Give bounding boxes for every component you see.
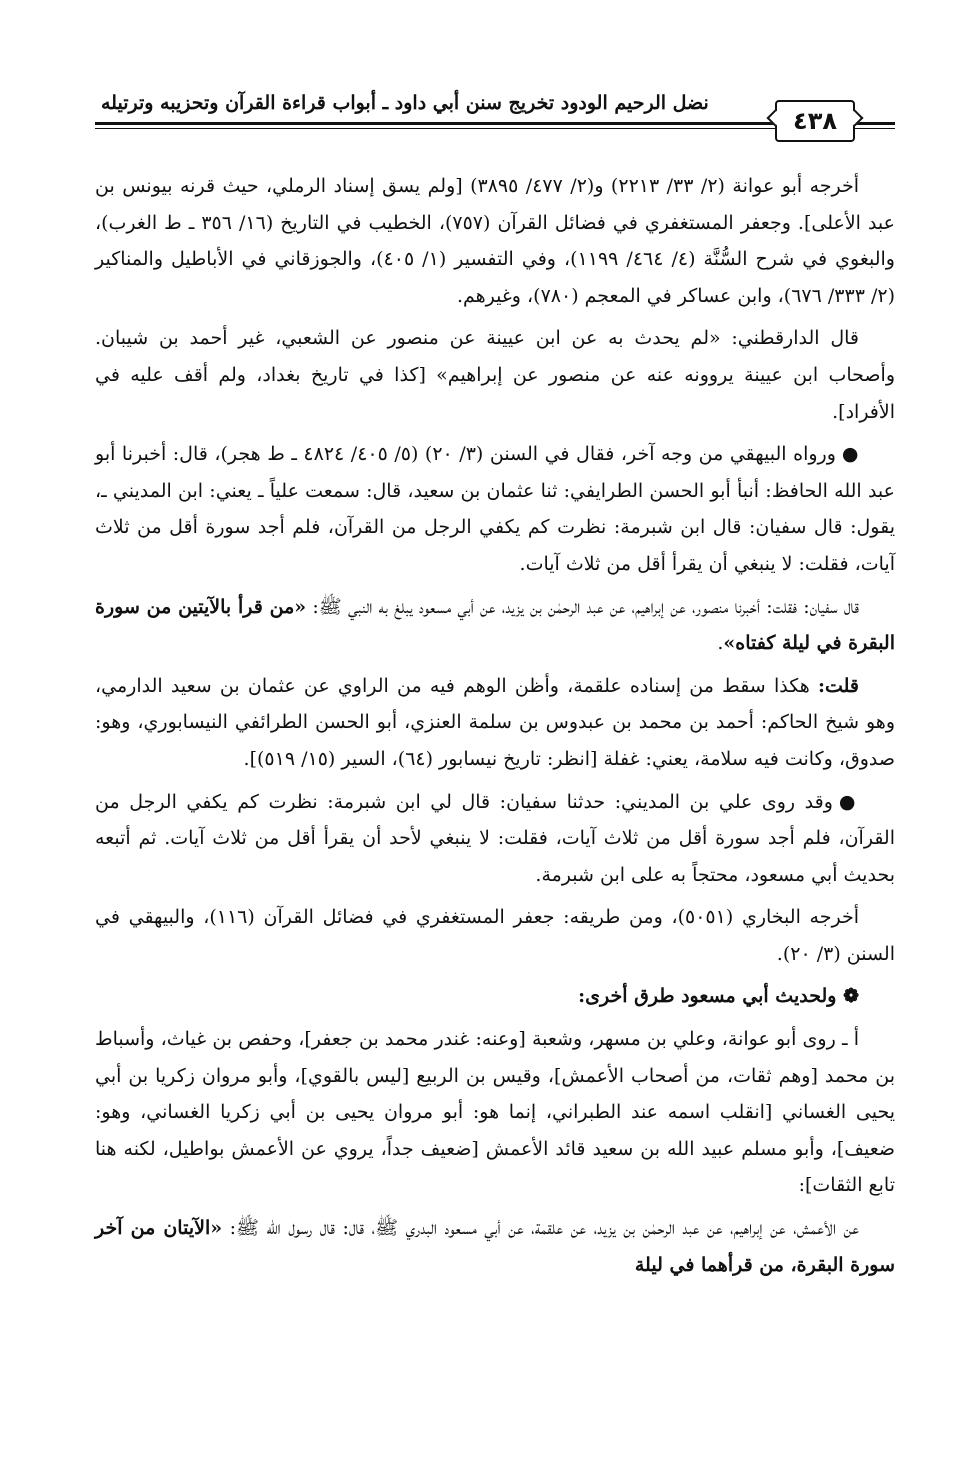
bullet-icon: ●: [838, 790, 859, 813]
qultu-label: قلت:: [817, 674, 859, 697]
paragraph-takhrij: أخرجه أبو عوانة (٢/ ٣٣/ ٢٢١٣) و(٢/ ٤٧٧/ ٣٨٩٥) [ولم يسق إسناد الرملي، حيث قرنه بيونس بن عبد الأعلى]. وجعفر المستغفري في فضائل القرآن (٧٥٧)، الخطيب في التاريخ (١٦/ ٣٥٦ ـ ط الغرب)، والبغوي في شرح السُّنَّة (٤/ ٤٦٤/ ١١٩٩)، وفي التفسير (١/ ٤٠٥)، والجوزقاني في الأباطيل والمناكير (٢/ ٣٣٣/ ٦٧٦)، وابن عساكر في المعجم (٧٨٠)، وغيرهم.: [95, 175, 895, 307]
paragraph-bukhari: أخرجه البخاري (٥٠٥١)، ومن طريقه: جعفر المستغفري في فضائل القرآن (١١٦)، والبيهقي في السنن (٣/ ٢٠).: [95, 906, 895, 965]
section-heading: [95, 978, 895, 1015]
hadith-text-2: «الآيتان من آخر سورة البقرة، من قرأهما في ليلة: [95, 1217, 895, 1276]
page-header: [95, 88, 895, 144]
paragraph-amash: [95, 1210, 895, 1283]
flower-icon: ❁: [843, 985, 859, 1008]
paragraph-bayhaqi: [95, 436, 895, 582]
paragraph-sufyan: [95, 589, 895, 662]
page-body: [95, 168, 895, 1289]
running-title: نضل الرحيم الودود تخريج سنن أبي داود ـ أبواب قراءة القرآن وتحزيبه وترتيله: [95, 88, 727, 118]
page-number: ٤٣٨: [775, 100, 855, 142]
bullet-icon: ●: [841, 443, 859, 466]
paragraph-qultu-text: هكذا سقط من إسناده علقمة، وأظن الوهم فيه من الراوي عن عثمان بن سعيد الدارمي، وهو شيخ الحاكم: أحمد بن محمد بن عبدوس بن سلمة العنزي، أبو الحسن الطرائفي النيسابوري، وهو: صدوق، وكانت فيه سلامة، يعني: غفلة [انظر: تاريخ نيسابور (٦٤)، السير (١٥/ ٥١٩)].: [95, 674, 895, 770]
paragraph-qultu: [95, 668, 895, 778]
paragraph-turuq: أ ـ روى أبو عوانة، وعلي بن مسهر، وشعبة [وعنه: غندر محمد بن جعفر]، وحفص بن غياث، وأسباط بن محمد [وهم ثقات، من أصحاب الأعمش]، وقيس بن الربيع [ليس بالقوي]، وأبو مروان زكريا بن أبي يحيى الغساني [انقلب اسمه عند الطبراني، إنما هو: أبو مروان يحيى بن أبي زكريا الغساني، وهو: ضعيف]، وأبو مسلم عبيد الله بن سعيد قائد الأعمش [ضعيف جداً، يروي عن الأعمش بواطيل، لكنه هنا تابع الثقات]:: [95, 1028, 895, 1197]
paragraph-amash-text: عن الأعمش، عن إبراهيم، عن عبد الرحمٰن بن يزيد، عن علقمة، عن أبي مسعود البدري ﷺ، قال: قال رسول الله ﷺ:: [222, 1217, 859, 1240]
hadith-text: «من قرأ بالآيتين من سورة البقرة في ليلة كفتاه»: [95, 595, 895, 655]
paragraph-bayhaqi-text: ورواه البيهقي من وجه آخر، فقال في السنن (٣/ ٢٠) (٥/ ٤٠٥/ ٤٨٢٤ ـ ط هجر)، قال: أخبرنا أبو عبد الله الحافظ: أنبأ أبو الحسن الطرايفي: ثنا عثمان بن سعيد، قال: سمعت علياً ـ يعني: ابن المديني ـ، يقول: قال سفيان: قال ابن شبرمة: نظرت كم يكفي الرجل من القرآن، فلم أجد سورة أقل من ثلاث آيات، فقلت: لا ينبغي أن يقرأ أقل من ثلاث آيات.: [95, 443, 895, 575]
paragraph-ibn-madini: [95, 784, 895, 894]
paragraph-sufyan-text: قال سفيان: فقلت: أخبرنا منصور، عن إبراهيم، عن عبد الرحمٰن بن يزيد، عن أبي مسعود يبلغ به النبي ﷺ:: [306, 595, 859, 618]
paragraph-daraqutni: قال الدارقطني: «لم يحدث به عن ابن عيينة عن منصور عن الشعبي، غير أحمد بن شيبان. وأصحاب ابن عيينة يروونه عنه عن منصور عن إبراهيم» [كذا في تاريخ بغداد، ولم أقف عليه في الأفراد].: [95, 327, 895, 423]
section-heading-text: ولحديث أبي مسعود طرق أخرى:: [578, 985, 837, 1008]
paragraph-sufyan-end: .: [717, 632, 724, 655]
paragraph-ibn-madini-text: وقد روى علي بن المديني: حدثنا سفيان: قال لي ابن شبرمة: نظرت كم يكفي الرجل من القرآن، فلم أجد سورة أقل من ثلاث آيات، فقلت: لا ينبغي لأحد أن يقرأ أقل من ثلاث آيات. ثم أتبعه بحديث أبي مسعود، محتجاً به على ابن شبرمة.: [95, 790, 895, 886]
